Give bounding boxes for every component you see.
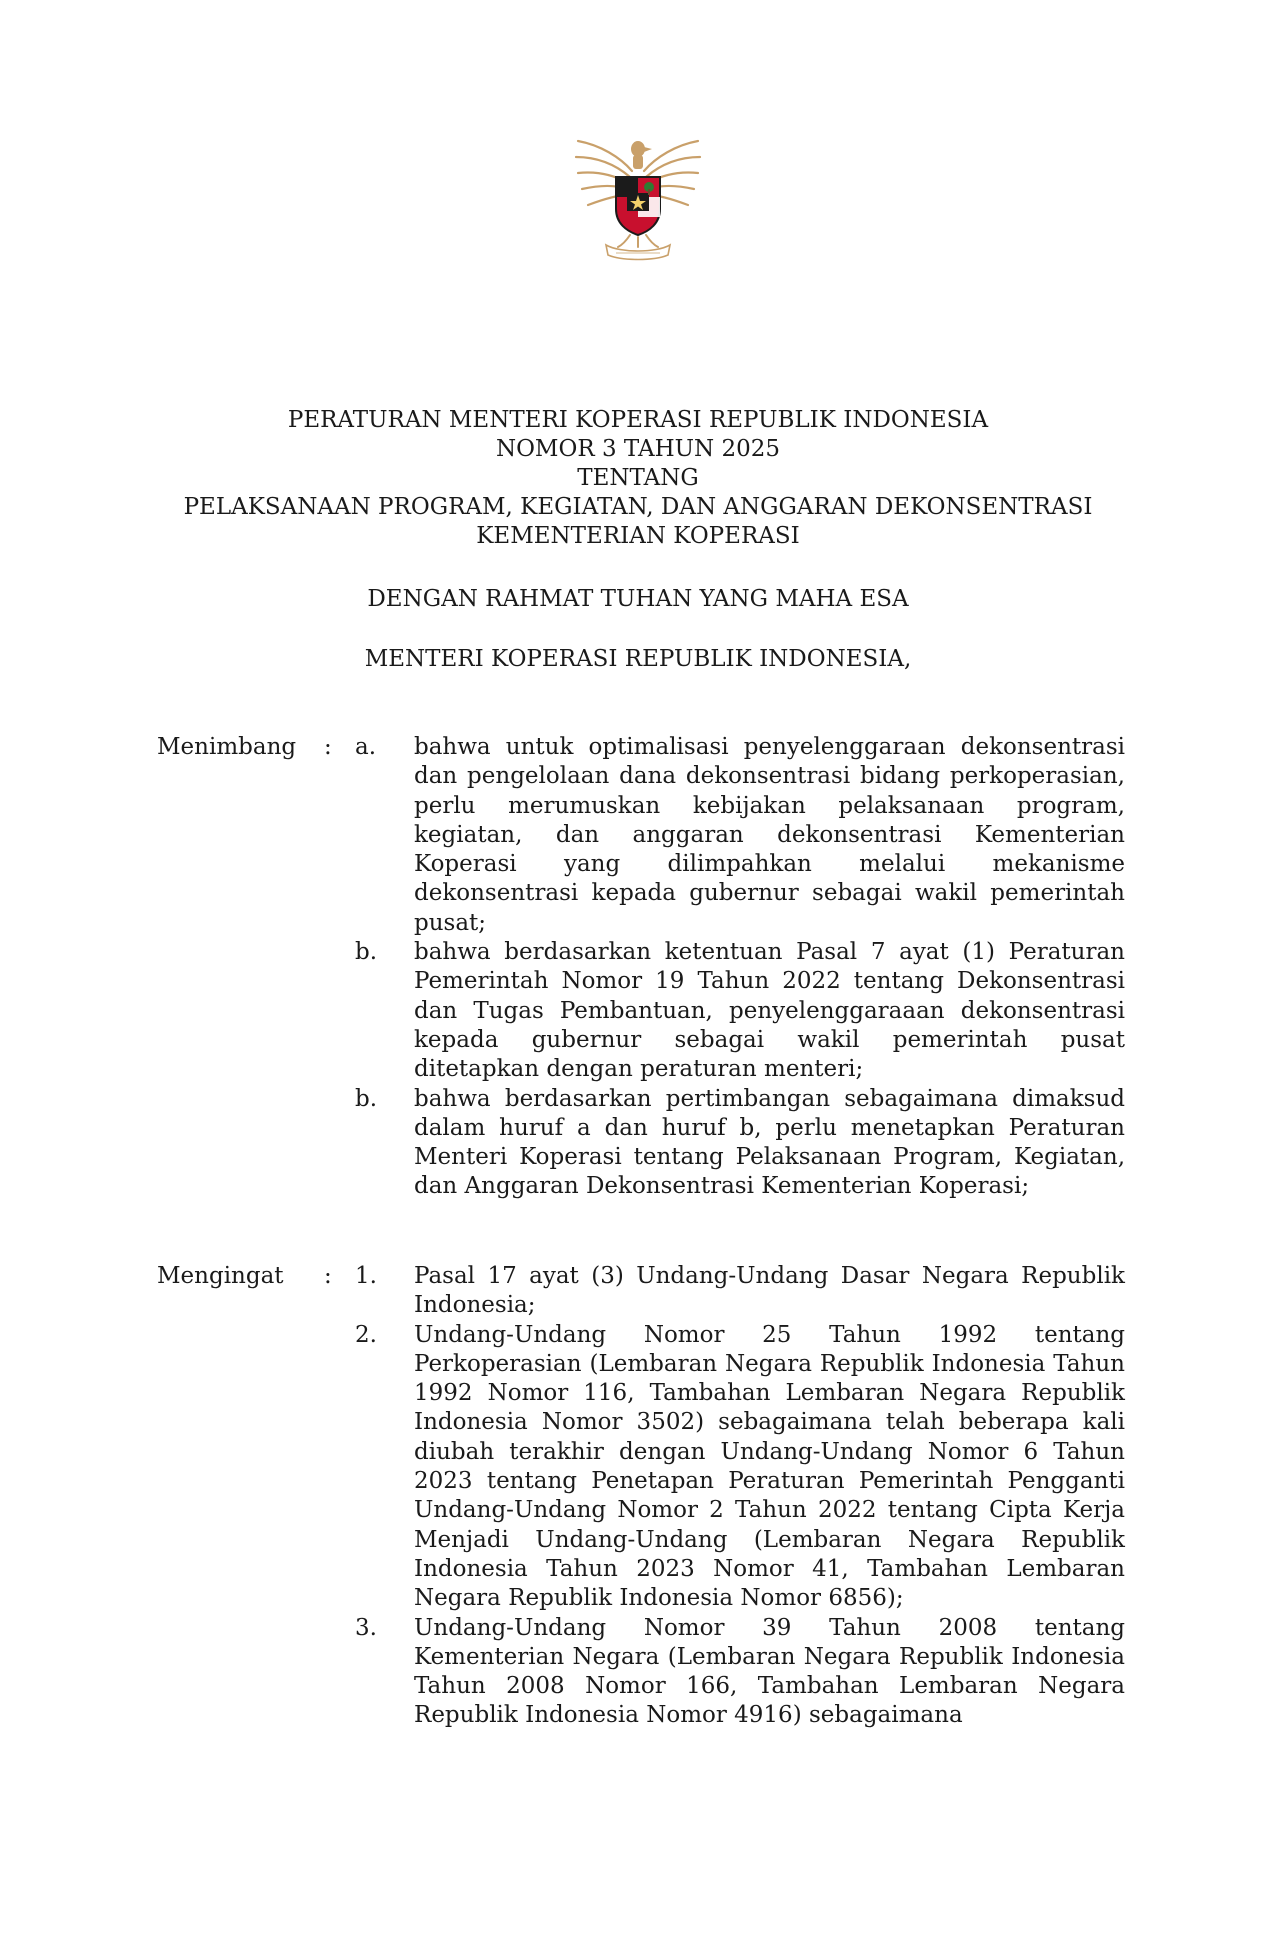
heading-line-5: KEMENTERIAN KOPERASI — [476, 523, 800, 549]
item-marker: 1. — [355, 1263, 377, 1289]
item-marker: 3. — [355, 1614, 377, 1641]
item-text: Pasal 17 ayat (3) Undang-Undang Dasar Negara Republik Indonesia; — [414, 1263, 1125, 1319]
mengingat-colon: : — [324, 1263, 332, 1289]
mengingat-item — [355, 1614, 1125, 1731]
mengingat-list — [355, 1262, 1125, 1731]
regulation-heading — [120, 406, 1156, 551]
authority-line: MENTERI KOPERASI REPUBLIK INDONESIA, — [364, 646, 912, 672]
heading-line-2: NOMOR 3 TAHUN 2025 — [495, 436, 781, 462]
item-text: bahwa berdasarkan ketentuan Pasal 7 ayat (1) Peraturan Pemerintah Nomor 19 Tahun 2022 tentang Dekonsentrasi dan Tugas Pembantuan, penyelenggaraaan dekonsentrasi kepada gubernur sebagai wakil pemerintah pusat ditetapkan dengan peraturan menteri; — [414, 939, 1125, 1083]
mengingat-label: Mengingat — [157, 1263, 284, 1289]
item-text: Undang-Undang Nomor 39 Tahun 2008 tentang Kementerian Negara (Lembaran Negara Republik Indonesia Tahun 2008 Nomor 166, Tambahan Lembaran Negara Republik Indonesia Nomor 4916) sebagaimana — [414, 1614, 1125, 1729]
menimbang-colon: : — [324, 734, 332, 760]
menimbang-label: Menimbang — [157, 734, 297, 760]
invocation-line: DENGAN RAHMAT TUHAN YANG MAHA ESA — [367, 586, 909, 612]
mengingat-item — [355, 1262, 1125, 1321]
item-marker: 2. — [355, 1321, 377, 1348]
heading-line-4: PELAKSANAAN PROGRAM, KEGIATAN, DAN ANGGARAN DEKONSENTRASI — [183, 494, 1093, 520]
menimbang-item — [355, 938, 1125, 1084]
item-text: bahwa untuk optimalisasi penyelenggaraan dekonsentrasi dan pengelolaan dana dekonsentrasi bidang perkoperasian, perlu merumuskan kebijakan pelaksanaan program, kegiatan, dan anggaran dekonsentrasi Kementerian Koperasi yang dilimpahkan melalui mekanisme dekonsentrasi kepada gubernur sebagai wakil pemerintah pusat; — [414, 734, 1125, 936]
garuda-emblem-icon — [570, 127, 706, 263]
item-marker: b. — [355, 939, 378, 966]
mengingat-item — [355, 1321, 1125, 1614]
menimbang-item — [355, 1085, 1125, 1202]
item-marker: b. — [355, 1085, 378, 1112]
item-marker: a. — [355, 734, 377, 760]
heading-line-1: PERATURAN MENTERI KOPERASI REPUBLIK INDONESIA — [287, 407, 989, 433]
heading-line-3: TENTANG — [577, 465, 699, 491]
item-text: Undang-Undang Nomor 25 Tahun 1992 tentang Perkoperasian (Lembaran Negara Republik Indonesia Tahun 1992 Nomor 116, Tambahan Lembaran Negara Republik Indonesia Nomor 3502) sebagaimana telah beberapa kali diubah terakhir dengan Undang-Undang Nomor 6 Tahun 2023 tentang Penetapan Peraturan Pemerintah Pengganti Undang-Undang Nomor 2 Tahun 2022 tentang Cipta Kerja Menjadi Undang-Undang (Lembaran Negara Republik Indonesia Tahun 2023 Nomor 41, Tambahan Lembaran Negara Republik Indonesia Nomor 6856); — [414, 1321, 1125, 1612]
item-text: bahwa berdasarkan pertimbangan sebagaimana dimaksud dalam huruf a dan huruf b, perlu menetapkan Peraturan Menteri Koperasi tentang Pelaksanaan Program, Kegiatan, dan Anggaran Dekonsentrasi Kementerian Koperasi; — [414, 1085, 1125, 1200]
menimbang-item — [355, 733, 1125, 938]
menimbang-list — [355, 733, 1125, 1202]
